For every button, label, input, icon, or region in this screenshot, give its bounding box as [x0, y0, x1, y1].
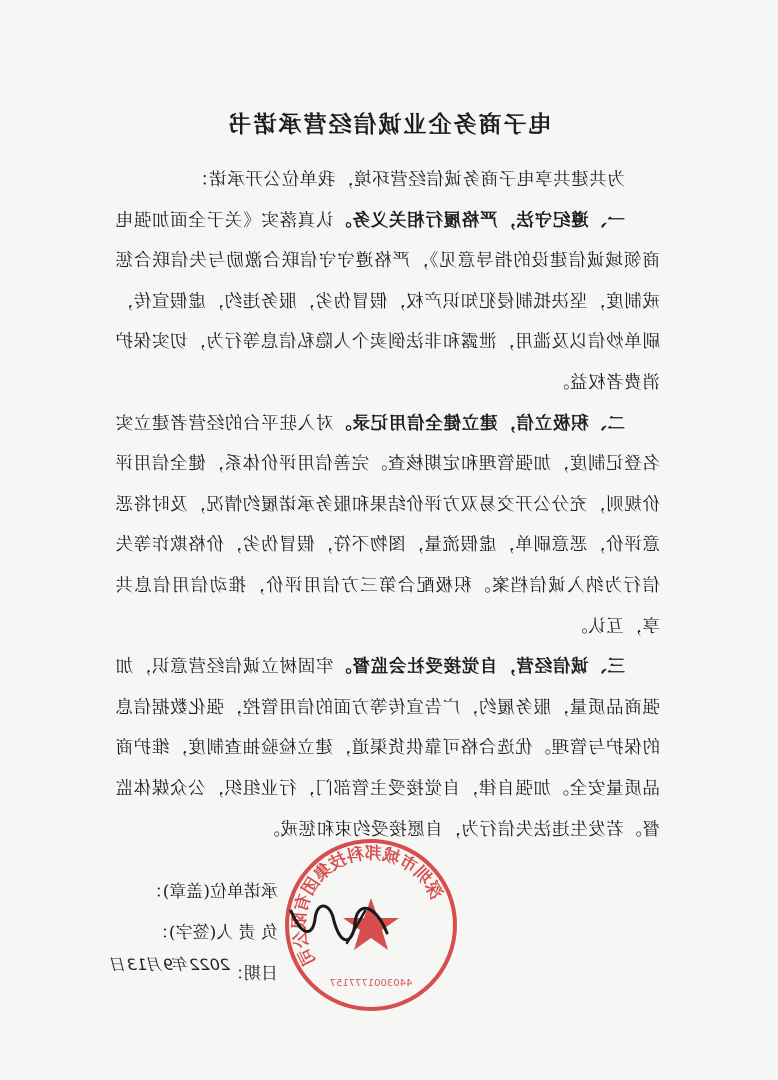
section-1-heading: 一、遵纪守法，严格履行相关义务。 — [333, 210, 625, 231]
section-2 — [115, 404, 660, 648]
page-title: 电子商务企业诚信经营承诺书 — [226, 111, 552, 138]
person-label: 负 责 人(签字)： — [151, 923, 278, 943]
svg-text:深圳市城邦科技集团有限公司: 深圳市城邦科技集团有限公司 — [289, 843, 446, 969]
section-1-text: 认真落实《关于全面加强电商领域诚信建设的指导意见》，严格遵守守信联合激励与失信联合惩戒制度，坚决抵制侵犯知识产权，假冒伪劣，服务违约，虚假宣传，刷单炒信以及滥用，泄露和非法倒卖个人隐私信息等行为，切实保护消费者权益。 — [115, 210, 660, 393]
section-2-text: 对入驻平台的经营者建立实名登记制度，加强管理和定期核查。完善信用评价体系，健全信用评价规则，充分公开交易双方评价结果和服务承诺履约情况，及时将恶意评价，恶意刷单，虚假流量，图物不符，假冒伪劣，价格欺诈等失信行为纳入诚信档案。积极配合第三方信用评价，推动信用信息共享，互认。 — [115, 413, 660, 637]
intro-paragraph: 为共建共享电子商务诚信经营环境，我单位公开承诺： — [190, 170, 625, 190]
section-2-heading: 二、积极立信，建立健全信用记录。 — [333, 413, 625, 434]
handwritten-signature-icon — [285, 893, 395, 953]
unit-label: 承诺单位(盖章)： — [145, 882, 278, 902]
date-label: 日期： — [227, 964, 278, 984]
section-3-heading: 三、诚信经营，自觉接受社会监督。 — [333, 657, 625, 678]
handwritten-date: 2022年9月13日 — [110, 955, 230, 974]
section-3-text: 牢固树立诚信经营意识，加强商品质量，服务履约，广告宣传等方面的信用管控，强化数据信息的保护与管理。优选合格可靠供货渠道，建立检验抽查制度，维护商品质量安全。加强自律，自觉接受主管部门，行业组织，公众媒体监督。若发生违法失信行为，自愿接受约束和惩戒。 — [115, 657, 660, 840]
document-body — [115, 160, 660, 850]
section-1 — [115, 201, 660, 404]
signature-block — [78, 872, 278, 995]
svg-text:4403001777157: 4403001777157 — [329, 978, 413, 989]
section-3 — [115, 647, 660, 850]
